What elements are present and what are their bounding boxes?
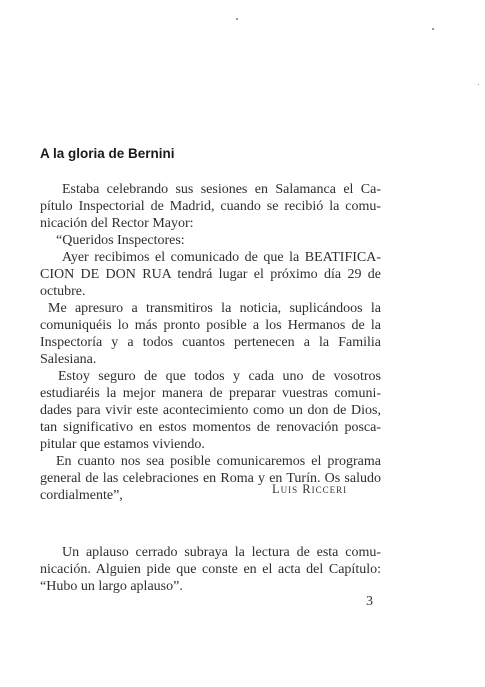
text-line: dades para vivir este acontecimiento como un don de Dios,: [40, 403, 381, 418]
scan-speck: [236, 18, 238, 20]
text-line: tan significativo en estos momentos de renovación posca-: [40, 420, 381, 435]
text-line: estudiaréis la mejor manera de preparar vuestras comuni-: [40, 386, 381, 401]
text-line: CION DE DON RUA tendrá lugar el próximo día 29 de: [40, 267, 381, 282]
text-line: Ayer recibimos el comunicado de que la BEATIFICA-: [62, 250, 381, 265]
text-line: cordialmente”,: [40, 488, 123, 503]
text-line: Un aplauso cerrado subraya la lectura de esta comu-: [62, 545, 381, 560]
text-line: general de las celebraciones en Roma y en Turín. Os saludo: [40, 471, 381, 486]
text-line: nicación. Alguien pide que conste en el acta del Capítulo:: [40, 562, 381, 577]
text-line: octubre.: [40, 284, 86, 299]
scan-speck: [432, 28, 434, 30]
page-number: 3: [366, 594, 373, 609]
scan-speck: [478, 84, 479, 85]
text-line: Me apresuro a transmitiros la noticia, suplicándoos la: [48, 301, 381, 316]
text-line: En cuanto nos sea posible comunicaremos el programa: [56, 454, 381, 469]
text-line: pitular que estamos viviendo.: [40, 437, 205, 452]
text-line: “Queridos Inspectores:: [56, 233, 185, 248]
text-line: Inspectoría y a todos cuantos pertenecen a la Familia: [40, 335, 381, 350]
text-line: Estaba celebrando sus sesiones en Salamanca el Ca-: [62, 182, 381, 197]
text-line: “Hubo un largo aplauso”.: [40, 579, 183, 594]
text-line: comuniquéis lo más pronto posible a los Hermanos de la: [40, 318, 381, 333]
signature: Luis Ricceri: [272, 482, 348, 496]
text-line: pítulo Inspectorial de Madrid, cuando se recibió la comu-: [40, 199, 381, 214]
text-line: Salesiana.: [40, 352, 97, 367]
text-line: nicación del Rector Mayor:: [40, 216, 194, 231]
text-line: Estoy seguro de que todos y cada uno de vosotros: [58, 369, 381, 384]
section-heading: A la gloria de Bernini: [40, 146, 175, 161]
